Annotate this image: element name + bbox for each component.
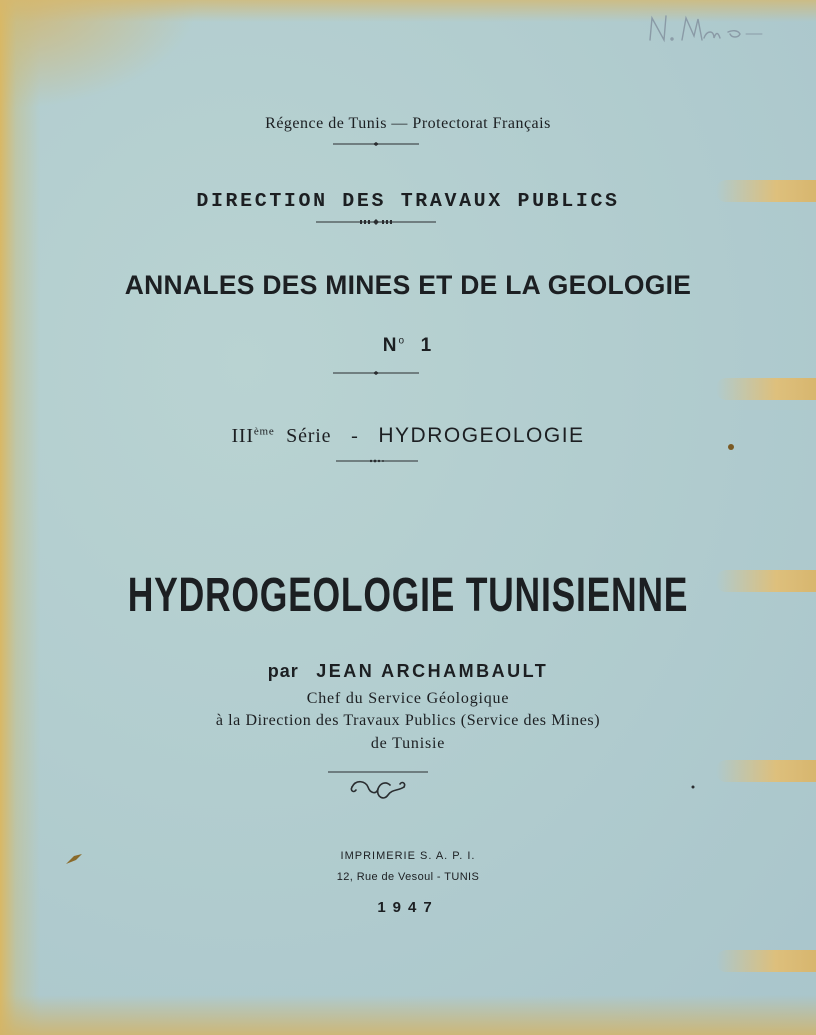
paper-speck: [726, 442, 736, 452]
author-line: [0, 661, 816, 682]
author-role: Chef du Service Géologique: [306, 690, 510, 707]
series-title: ANNALES DES MINES ET DE LA GEOLOGIE: [124, 270, 692, 300]
publication-year: 1947: [377, 899, 439, 916]
serie-label: Série: [286, 425, 332, 447]
paper-stain: [716, 760, 816, 782]
paper-stain: [716, 378, 816, 400]
issue-value: 1: [420, 335, 434, 356]
issue-number: [0, 335, 816, 357]
paper-speck: [64, 852, 84, 866]
regence-line: Régence de Tunis — Protectorat Français: [265, 115, 551, 132]
handwritten-signature: [644, 10, 794, 46]
serie-line: [0, 424, 816, 448]
direction-heading: DIRECTION DES TRAVAUX PUBLICS: [196, 190, 620, 212]
divider-rule: [333, 370, 419, 376]
divider-rule: [336, 458, 418, 464]
printer-name: IMPRIMERIE S. A. P. I.: [340, 850, 476, 862]
serie-suffix: ème: [253, 425, 275, 438]
author-role: à la Direction des Travaux Publics (Service des Mines): [215, 712, 601, 729]
divider-rule: [333, 141, 419, 147]
paper-stain: [716, 950, 816, 972]
serie-separator: -: [351, 425, 359, 447]
paper-speck: [690, 784, 696, 790]
paper-edge-bottom: [0, 995, 816, 1035]
issue-prefix-sup: o: [398, 335, 407, 347]
author-name: JEAN ARCHAMBAULT: [316, 661, 549, 681]
main-title: HYDROGEOLOGIE TUNISIENNE: [127, 569, 689, 622]
divider-rule: [316, 218, 436, 226]
ornament-flourish: [326, 769, 430, 805]
author-by: par: [267, 661, 299, 681]
serie-topic: HYDROGEOLOGIE: [378, 424, 585, 447]
paper-stain: [716, 570, 816, 592]
issue-prefix: N: [382, 335, 399, 356]
printer-address: 12, Rue de Vesoul - TUNIS: [336, 871, 480, 883]
serie-roman: III: [231, 425, 254, 447]
author-role: de Tunisie: [370, 735, 446, 752]
